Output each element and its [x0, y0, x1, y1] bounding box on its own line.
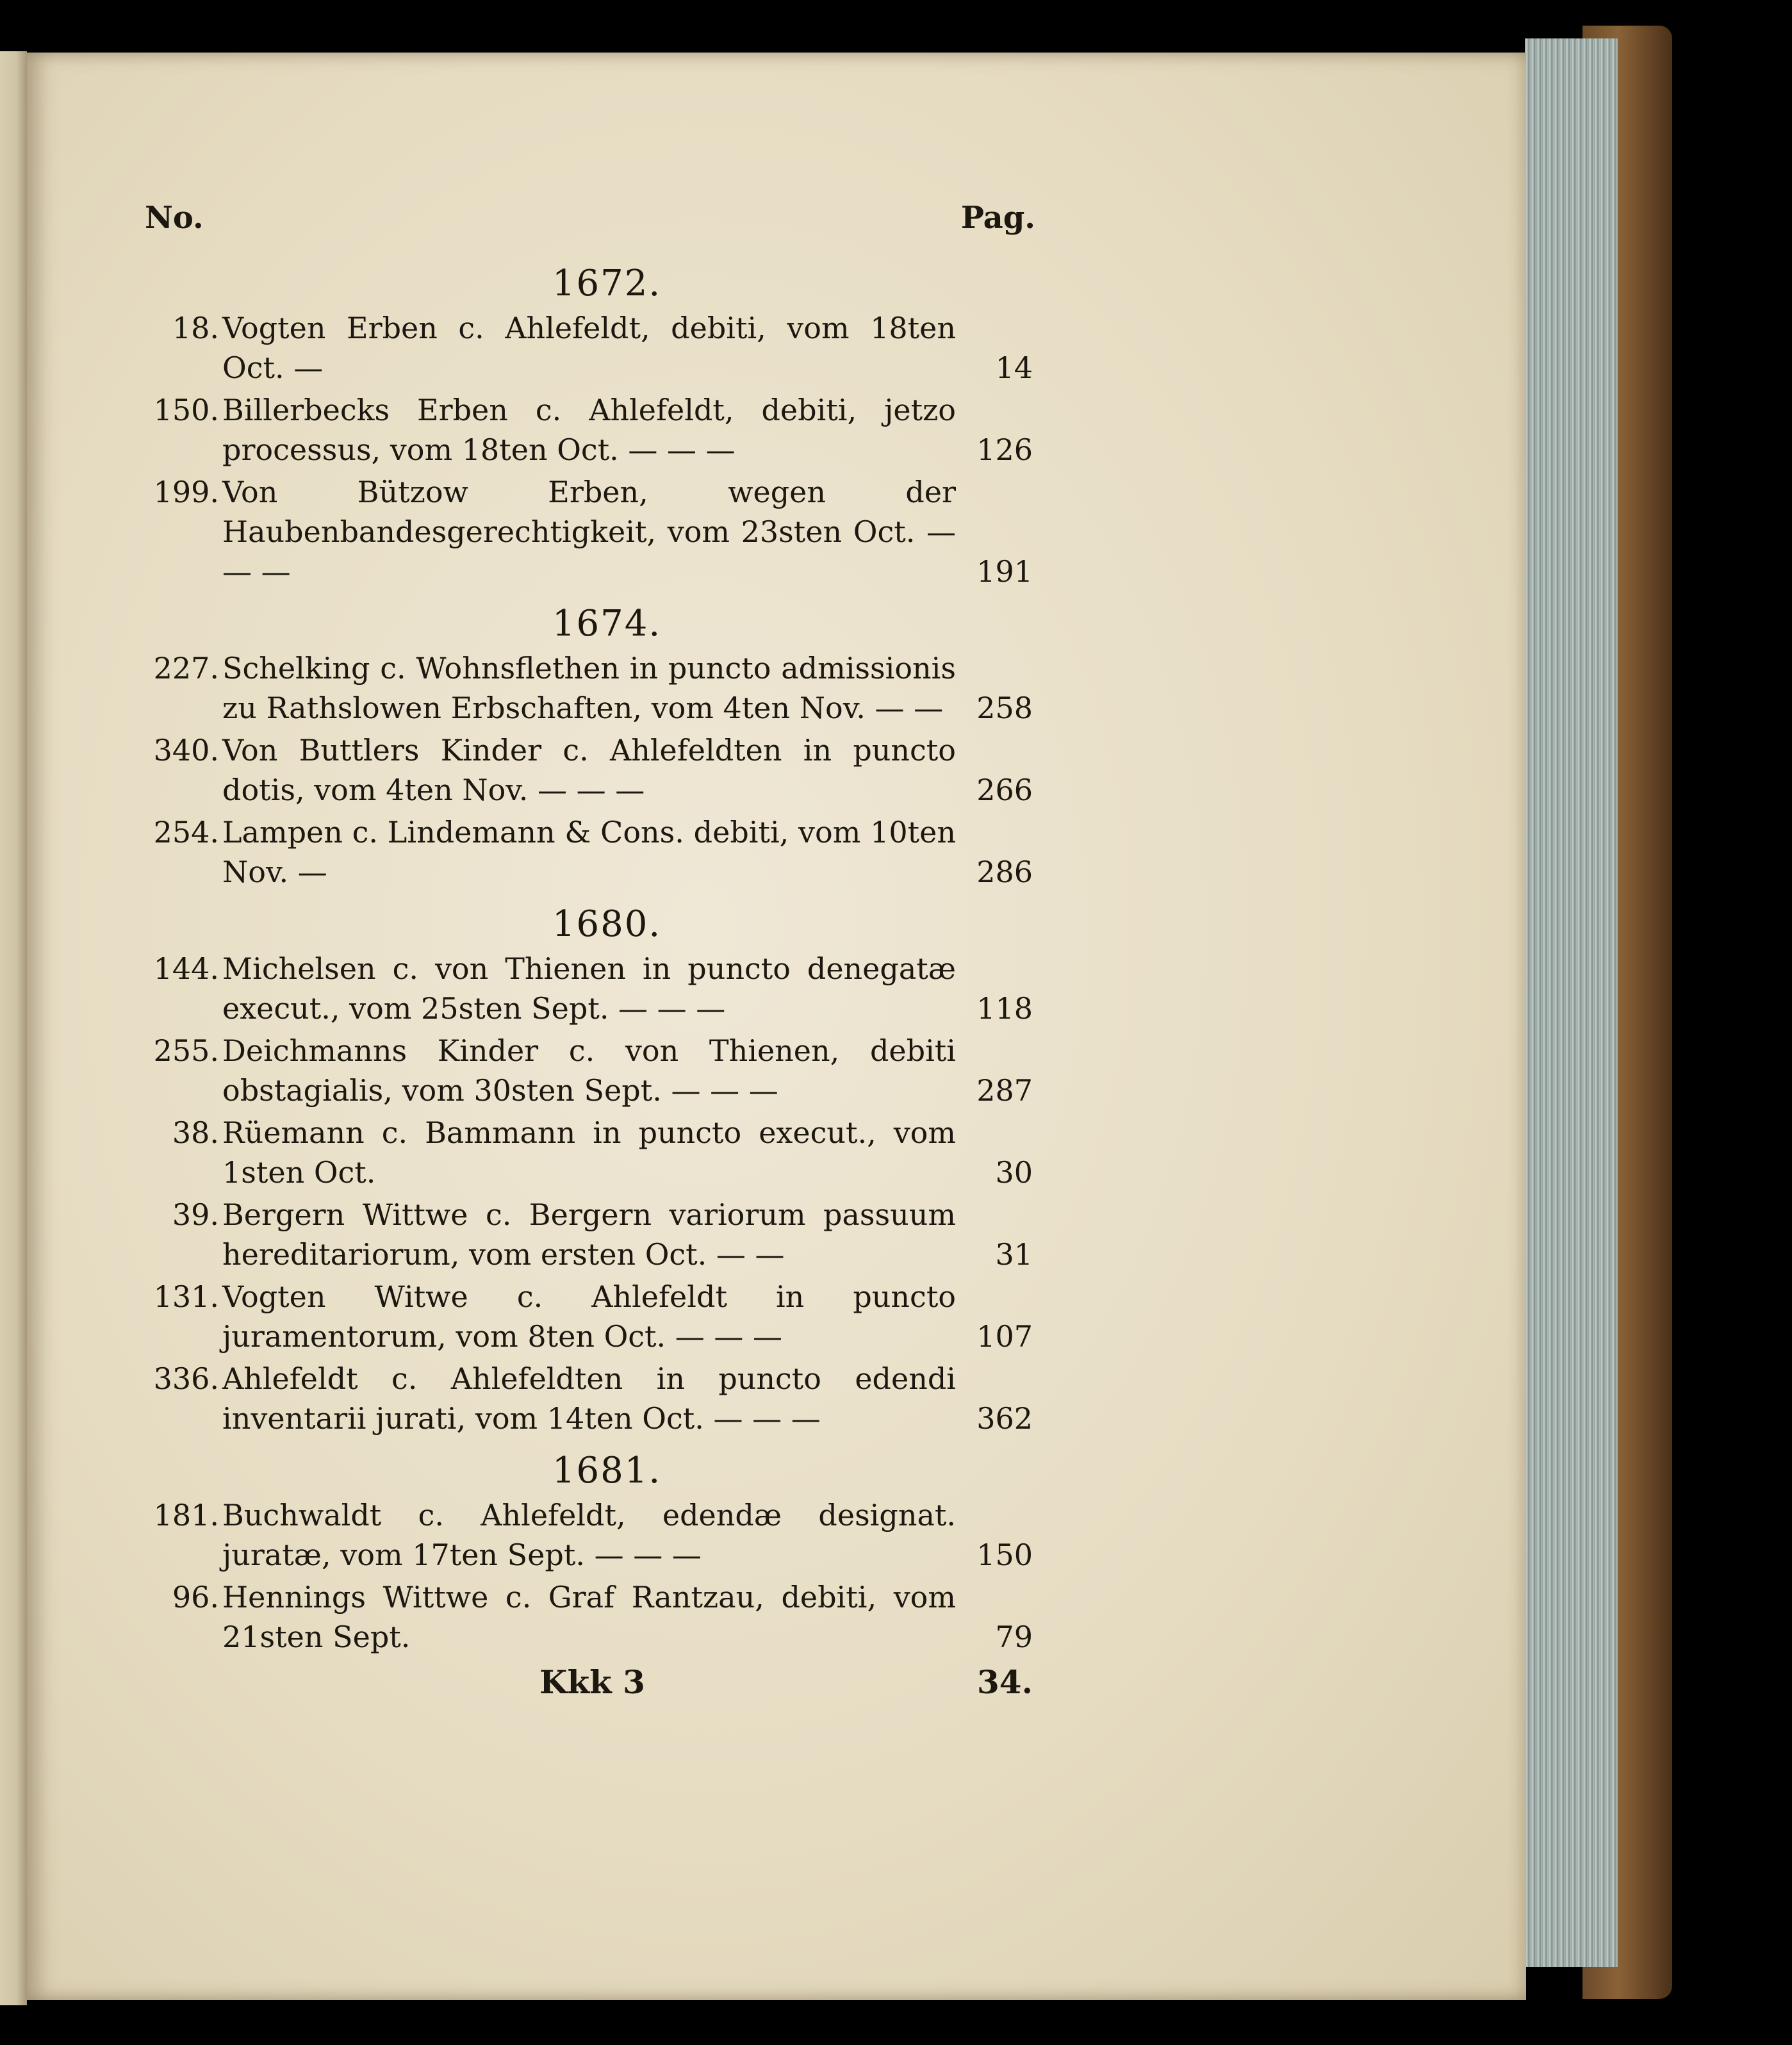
- entry-number: 340.: [153, 733, 219, 768]
- page-header: [142, 200, 1033, 251]
- entry-number: 227.: [153, 651, 219, 686]
- entry-page-number: 258: [976, 691, 1033, 725]
- index-entry: [142, 308, 1033, 388]
- signature-mark: Kkk 3: [539, 1663, 645, 1701]
- index-entry: [142, 1359, 1033, 1438]
- year-heading: 1680.: [552, 903, 662, 945]
- entry-text: Rüemann c. Bammann in puncto execut., vom 1sten Oct.: [222, 1115, 956, 1190]
- year-heading: 1681.: [552, 1450, 662, 1491]
- entry-text: Billerbecks Erben c. Ahlefeldt, debiti, jetzo processus, vom 18ten Oct. — — —: [222, 393, 956, 467]
- entry-text: Vogten Witwe c. Ahlefeldt in puncto juramentorum, vom 8ten Oct. — — —: [222, 1279, 956, 1354]
- entry-page-number: 118: [976, 991, 1033, 1026]
- left-page-edge: [0, 51, 27, 2005]
- entry-text: Buchwaldt c. Ahlefeldt, edendæ designat. juratæ, vom 17ten Sept. — — —: [222, 1498, 956, 1572]
- entry-text: Lampen c. Lindemann & Cons. debiti, vom 10ten Nov. —: [222, 815, 956, 889]
- entry-page-number: 30: [995, 1155, 1033, 1190]
- index-content: [142, 200, 1033, 1708]
- entry-text: Bergern Wittwe c. Bergern variorum passuum hereditariorum, vom ersten Oct. — —: [222, 1197, 956, 1272]
- page-footer: [142, 1663, 1033, 1708]
- entry-number: 254.: [153, 815, 219, 850]
- entry-number: 150.: [153, 393, 219, 427]
- entry-page-number: 126: [976, 432, 1033, 467]
- index-entry: [142, 730, 1033, 810]
- entry-number: 181.: [153, 1498, 219, 1532]
- entry-page-number: 266: [976, 773, 1033, 807]
- catchword: 34.: [977, 1663, 1033, 1701]
- entry-number: 96.: [172, 1580, 219, 1614]
- index-entry: [142, 1113, 1033, 1192]
- entry-text: Ahlefeldt c. Ahlefeldten in puncto edendi inventarii jurati, vom 14ten Oct. — — —: [222, 1361, 956, 1436]
- index-entry: [142, 1495, 1033, 1575]
- entry-page-number: 191: [976, 554, 1033, 589]
- index-entry: [142, 1031, 1033, 1110]
- entry-page-number: 287: [976, 1073, 1033, 1108]
- index-sections: [142, 263, 1033, 1657]
- entry-page-number: 107: [976, 1319, 1033, 1354]
- year-heading: 1674.: [552, 603, 662, 645]
- entry-page-number: 150: [976, 1538, 1033, 1572]
- index-entry: [142, 949, 1033, 1028]
- entry-number: 131.: [153, 1279, 219, 1314]
- book-page: [27, 53, 1526, 2000]
- entry-number: 255.: [153, 1033, 219, 1068]
- entry-text: Hennings Wittwe c. Graf Rantzau, debiti, vom 21sten Sept.: [222, 1580, 956, 1654]
- index-entry: [142, 472, 1033, 591]
- entry-text: Michelsen c. von Thienen in puncto denegatæ execut., vom 25sten Sept. — — —: [222, 951, 956, 1026]
- entry-page-number: 362: [976, 1401, 1033, 1436]
- index-entry: [142, 1577, 1033, 1657]
- index-entry: [142, 1277, 1033, 1356]
- index-entry: [142, 812, 1033, 892]
- index-entry: [142, 1195, 1033, 1274]
- column-header-number: No.: [145, 200, 204, 236]
- entry-number: 39.: [172, 1197, 219, 1232]
- year-heading: 1672.: [552, 263, 662, 304]
- entry-number: 38.: [172, 1115, 219, 1150]
- page-edges: [1525, 38, 1618, 1967]
- entry-page-number: 14: [995, 350, 1033, 385]
- entry-number: 144.: [153, 951, 219, 986]
- column-header-page: Pag.: [960, 200, 1035, 236]
- entry-text: Deichmanns Kinder c. von Thienen, debiti obstagialis, vom 30sten Sept. — — —: [222, 1033, 956, 1108]
- entry-text: Von Bützow Erben, wegen der Haubenbandesgerechtigkeit, vom 23sten Oct. — — —: [222, 475, 956, 589]
- entry-number: 199.: [153, 475, 219, 509]
- entry-text: Von Buttlers Kinder c. Ahlefeldten in puncto dotis, vom 4ten Nov. — — —: [222, 733, 956, 807]
- entry-text: Vogten Erben c. Ahlefeldt, debiti, vom 18ten Oct. —: [222, 311, 956, 385]
- index-entry: [142, 648, 1033, 728]
- entry-page-number: 286: [976, 855, 1033, 889]
- entry-number: 18.: [172, 311, 219, 345]
- entry-text: Schelking c. Wohnsflethen in puncto admissionis zu Rathslowen Erbschaften, vom 4ten Nov. — —: [222, 651, 956, 725]
- entry-page-number: 79: [995, 1620, 1033, 1654]
- entry-page-number: 31: [995, 1237, 1033, 1272]
- index-entry: [142, 390, 1033, 470]
- entry-number: 336.: [153, 1361, 219, 1396]
